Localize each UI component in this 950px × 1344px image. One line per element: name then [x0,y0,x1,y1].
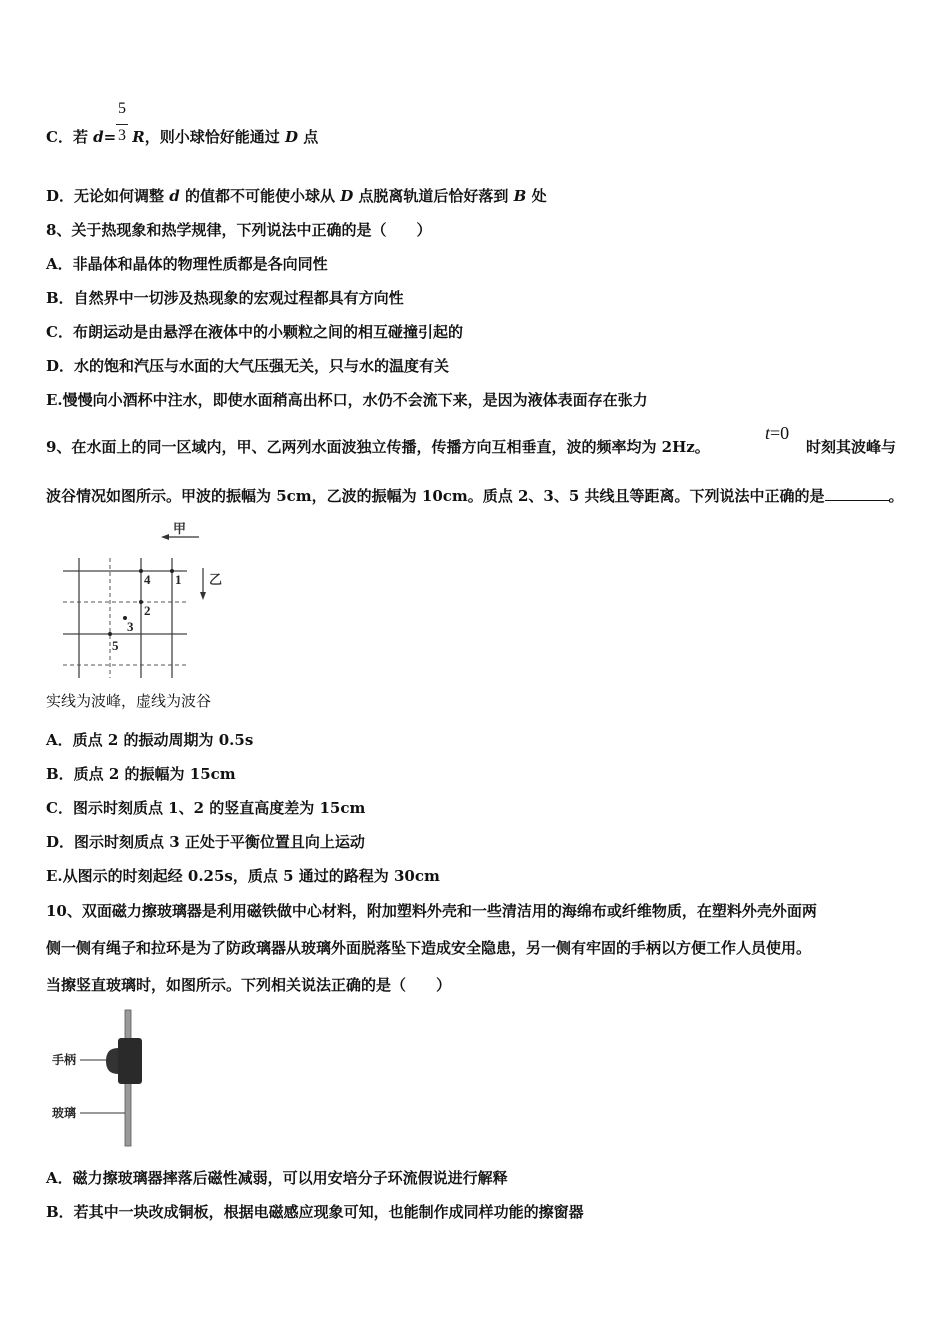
q9-option-e: E.从图示的时刻起经 0.25s，质点 5 通过的路程为 30cm [46,867,440,885]
q9-stem-line1-end: 时刻其波峰与 [806,438,897,456]
q9-stem-line2: 波谷情况如图所示。甲波的振幅为 5cm，乙波的振幅为 10cm。质点 2、3、5 共线且等距离。下列说法中正确的是 。 [46,487,904,505]
yi-arrow-head [200,592,206,600]
label-yi: 乙 [209,572,223,587]
point-1-dot [170,569,174,573]
figure-caption: 实线为波峰，虚线为波谷 [46,692,212,710]
t-equals-zero: t=0 [765,423,790,443]
q10-option-a: A．磁力擦玻璃器摔落后磁性减弱，可以用安培分子环流假说进行解释 [46,1169,508,1187]
q7-option-c: C．若 d= R，则小球恰好能通过 D 点 [46,128,319,146]
q7-option-d: D．无论如何调整 d 的值都不可能使小球从 D 点脱离轨道后恰好落到 B 处 [46,187,547,205]
point-2-dot [139,600,143,604]
q8-option-d: D．水的饱和汽压与水面的大气压强无关，只与水的温度有关 [46,357,450,375]
point-4-label: 4 [144,572,151,587]
wave-figure [55,518,235,688]
point-5-label: 5 [112,638,119,653]
fraction-bar [116,124,128,125]
label-jia: 甲 [173,521,187,536]
q9-option-d: D．图示时刻质点 3 正处于平衡位置且向上运动 [46,833,365,851]
q8-option-a: A．非晶体和晶体的物理性质都是各向同性 [46,255,328,273]
point-4-dot [139,569,143,573]
label-handle: 手柄 [52,1053,77,1067]
q10-option-b: B．若其中一块改成铜板，根据电磁感应现象可知，也能制作成同样功能的擦窗器 [46,1203,584,1221]
q8-option-c: C．布朗运动是由悬浮在液体中的小颗粒之间的相互碰撞引起的 [46,323,463,341]
q10-stem-line3: 当擦竖直玻璃时，如图所示。下列相关说法正确的是（ ） [46,976,452,994]
point-1-label: 1 [175,572,182,587]
q9-stem-line1: 9、在水面上的同一区域内，甲、乙两列水面波独立传播，传播方向互相垂直，波的频率均为 2Hz。 [46,438,710,456]
fraction-denominator: 3 [118,127,126,144]
label-glass: 玻璃 [52,1106,77,1120]
point-2-label: 2 [144,603,151,618]
q10-stem-line2: 侧一侧有绳子和拉环是为了防政璃器从玻璃外面脱落坠下造成安全隐患，另一侧有牢固的手柄以方便工作人员使用。 [46,939,812,957]
cleaner-body [118,1038,142,1084]
q9-option-b: B．质点 2 的振幅为 15cm [46,765,236,783]
cleaner-figure [48,1006,158,1151]
jia-arrow-head [161,534,169,540]
q10-stem-line1: 10、双面磁力擦玻璃器是利用磁铁做中心材料，附加塑料外壳和一些清洁用的海绵布或纤维物质，在塑料外壳外面两 [46,902,817,920]
point-5-dot [108,632,112,636]
answer-blank [825,486,889,501]
q8-option-b: B．自然界中一切涉及热现象的宏观过程都具有方向性 [46,289,404,307]
point-3-label: 3 [127,619,134,634]
fraction-numerator: 5 [118,100,126,117]
q9-option-c: C．图示时刻质点 1、2 的竖直高度差为 15cm [46,799,366,817]
q8-stem: 8、关于热现象和热学规律，下列说法中正确的是（ ） [46,221,432,239]
q8-option-e: E.慢慢向小酒杯中注水，即使水面稍高出杯口，水仍不会流下来，是因为液体表面存在张力 [46,391,648,409]
q9-option-a: A．质点 2 的振动周期为 0.5s [46,731,254,749]
handle-shape [106,1048,118,1074]
